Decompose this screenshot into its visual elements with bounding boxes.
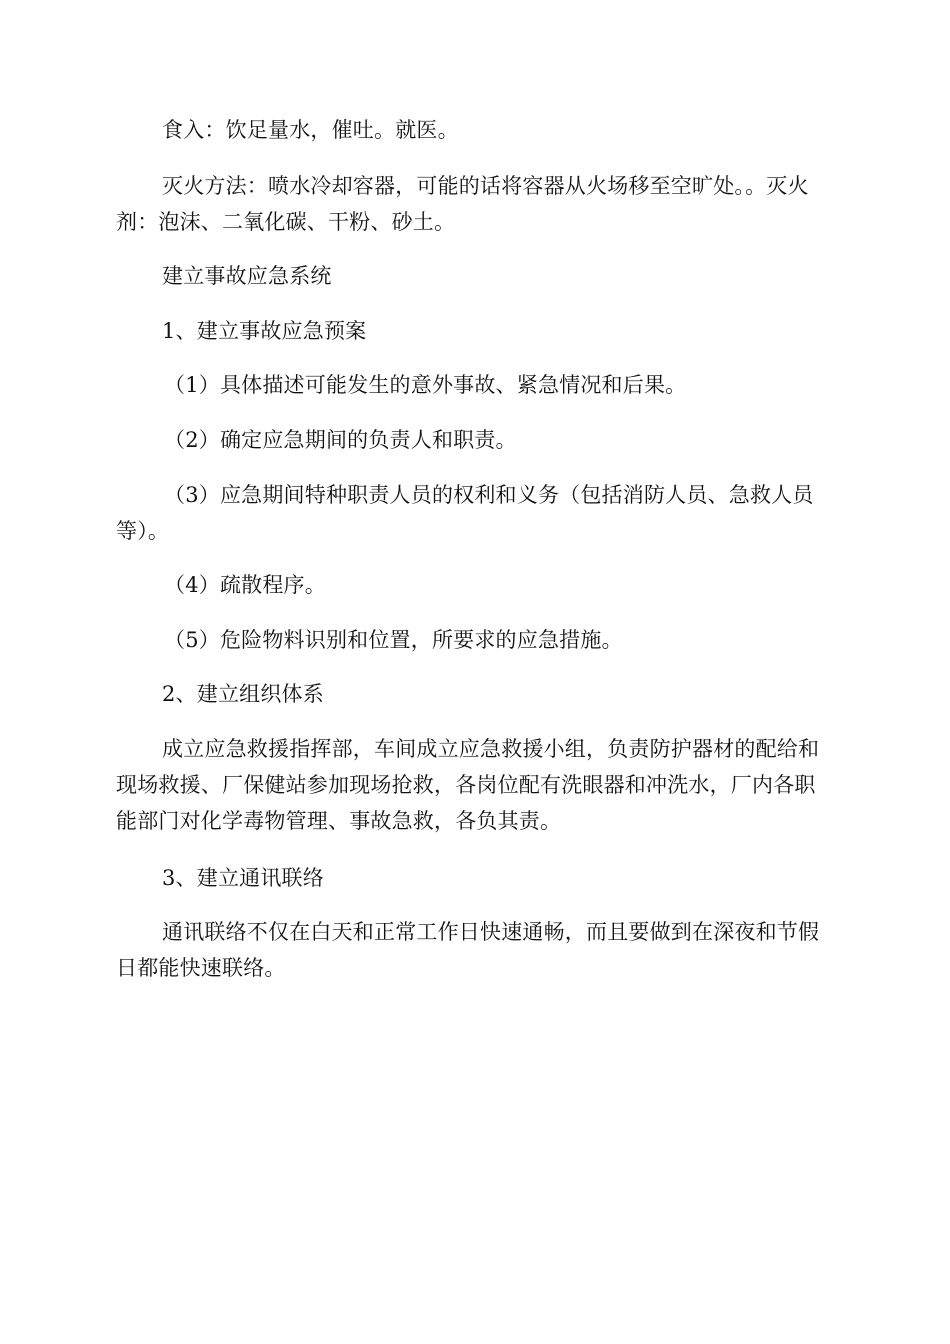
heading-emergency-system: 建立事故应急系统 — [162, 264, 332, 288]
paragraph-communication: 通讯联络不仅在白天和正常工作日快速通畅，而且要做到在深夜和节假日都能快速联络。 — [116, 920, 820, 980]
paragraph-fire-fighting: 灭火方法：喷水冷却容器，可能的话将容器从火场移至空旷处。。灭火剂：泡沫、二氧化碳、干粉、砂土。 — [116, 174, 809, 234]
list-item-3: （3）应急期间特种职责人员的权利和义务（包括消防人员、急救人员等）。 — [116, 483, 814, 543]
heading-communication: 3、建立通讯联络 — [162, 866, 324, 890]
heading-organization: 2、建立组织体系 — [162, 682, 324, 706]
list-item-5: （5）危险物料识别和位置，所要求的应急措施。 — [164, 628, 623, 652]
list-item-4: （4）疏散程序。 — [164, 573, 326, 597]
paragraph-ingestion: 食入：饮足量水，催吐。就医。 — [162, 118, 459, 142]
list-item-1: （1）具体描述可能发生的意外事故、紧急情况和后果。 — [164, 373, 687, 397]
heading-emergency-plan: 1、建立事故应急预案 — [162, 319, 367, 343]
paragraph-organization: 成立应急救援指挥部，车间成立应急救援小组，负责防护器材的配给和现场救援、厂保健站参加现场抢救，各岗位配有洗眼器和冲洗水，厂内各职能部门对化学毒物管理、事故急救，各负其责。 — [116, 737, 820, 833]
list-item-2: （2）确定应急期间的负责人和职责。 — [164, 428, 517, 452]
